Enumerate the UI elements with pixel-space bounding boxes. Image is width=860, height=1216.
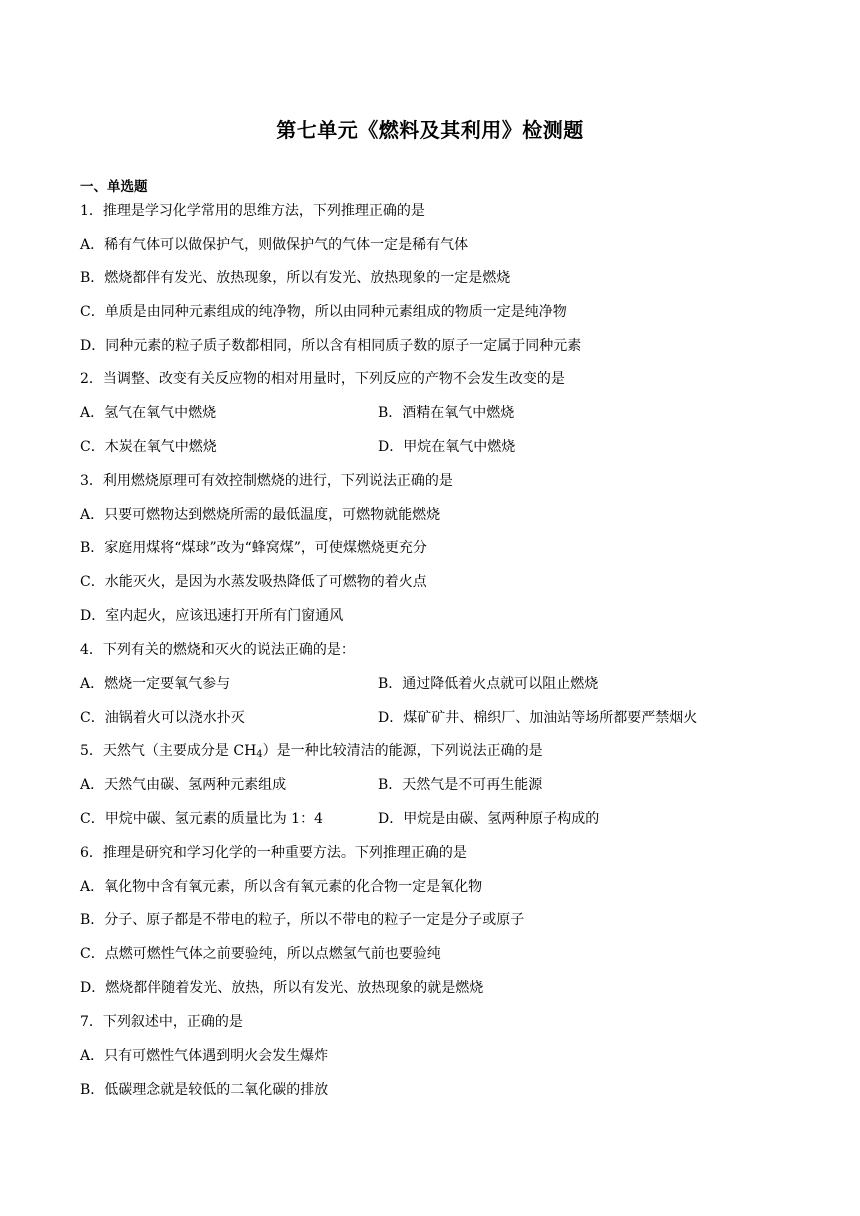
question-7-stem: 7．下列叙述中，正确的是 (80, 1014, 243, 1030)
question-5-option-a: A．天然气由碳、氢两种元素组成 (80, 777, 287, 793)
document-title: 第七单元《燃料及其利用》检测题 (276, 118, 584, 142)
question-6-stem: 6．推理是研究和学习化学的一种重要方法。下列推理正确的是 (80, 845, 467, 861)
question-4-option-b: B．通过降低着火点就可以阻止燃烧 (378, 676, 599, 692)
question-4-stem: 4．下列有关的燃烧和灭火的说法正确的是： (80, 642, 355, 658)
question-4-option-c: C．油锅着火可以浇水扑灭 (80, 710, 245, 726)
question-5-stem (80, 741, 543, 761)
question-6-option-d: D．燃烧都伴随着发光、放热，所以有发光、放热现象的就是燃烧 (80, 980, 484, 996)
question-1-option-b: B．燃烧都伴有发光、放热现象，所以有发光、放热现象的一定是燃烧 (80, 270, 511, 286)
question-6-option-b: B．分子、原子都是不带电的粒子，所以不带电的粒子一定是分子或原子 (80, 912, 525, 928)
question-4-option-d: D．煤矿矿井、棉织厂、加油站等场所都要严禁烟火 (378, 710, 698, 726)
question-5-option-c: C．甲烷中碳、氢元素的质量比为 1：4 (80, 811, 323, 827)
section-heading: 一、单选题 (80, 179, 148, 195)
question-1-option-a: A．稀有气体可以做保护气，则做保护气的气体一定是稀有气体 (80, 237, 469, 253)
question-7-option-b: B．低碳理念就是较低的二氧化碳的排放 (80, 1082, 329, 1098)
question-3-option-a: A．只要可燃物达到燃烧所需的最低温度，可燃物就能燃烧 (80, 507, 441, 523)
question-2-stem: 2．当调整、改变有关反应物的相对用量时，下列反应的产物不会发生改变的是 (80, 371, 565, 387)
question-1-option-d: D．同种元素的粒子质子数都相同，所以含有相同质子数的原子一定属于同种元素 (80, 338, 582, 354)
question-7-option-a: A．只有可燃性气体遇到明火会发生爆炸 (80, 1048, 329, 1064)
question-5-stem-subscript: 4 (256, 749, 263, 760)
question-3-stem: 3．利用燃烧原理可有效控制燃烧的进行，下列说法正确的是 (80, 473, 453, 489)
question-2-option-b: B．酒精在氧气中燃烧 (378, 405, 515, 421)
question-2-option-a: A．氢气在氧气中燃烧 (80, 405, 217, 421)
question-3-option-d: D．室内起火，应该迅速打开所有门窗通风 (80, 608, 344, 624)
question-3-option-b: B．家庭用煤将“煤球”改为“蜂窝煤”，可使煤燃烧更充分 (80, 540, 427, 556)
question-6-option-a: A．氧化物中含有氧元素，所以含有氧元素的化合物一定是氧化物 (80, 879, 483, 895)
question-6-option-c: C．点燃可燃性气体之前要验纯，所以点燃氢气前也要验纯 (80, 946, 441, 962)
question-4-option-a: A．燃烧一定要氧气参与 (80, 676, 231, 692)
question-1-stem: 1．推理是学习化学常用的思维方法，下列推理正确的是 (80, 203, 425, 219)
question-2-option-d: D．甲烷在氧气中燃烧 (378, 439, 516, 455)
question-3-option-c: C．水能灭火，是因为水蒸发吸热降低了可燃物的着火点 (80, 574, 427, 590)
question-5-stem-after: ）是一种比较清洁的能源，下列说法正确的是 (262, 743, 543, 759)
question-2-option-c: C．木炭在氧气中燃烧 (80, 439, 217, 455)
question-5-option-b: B．天然气是不可再生能源 (378, 777, 543, 793)
question-5-option-d: D．甲烷是由碳、氢两种原子构成的 (378, 811, 600, 827)
question-1-option-c: C．单质是由同种元素组成的纯净物，所以由同种元素组成的物质一定是纯净物 (80, 304, 567, 320)
question-5-stem-before: 5．天然气（主要成分是 CH (80, 743, 257, 759)
